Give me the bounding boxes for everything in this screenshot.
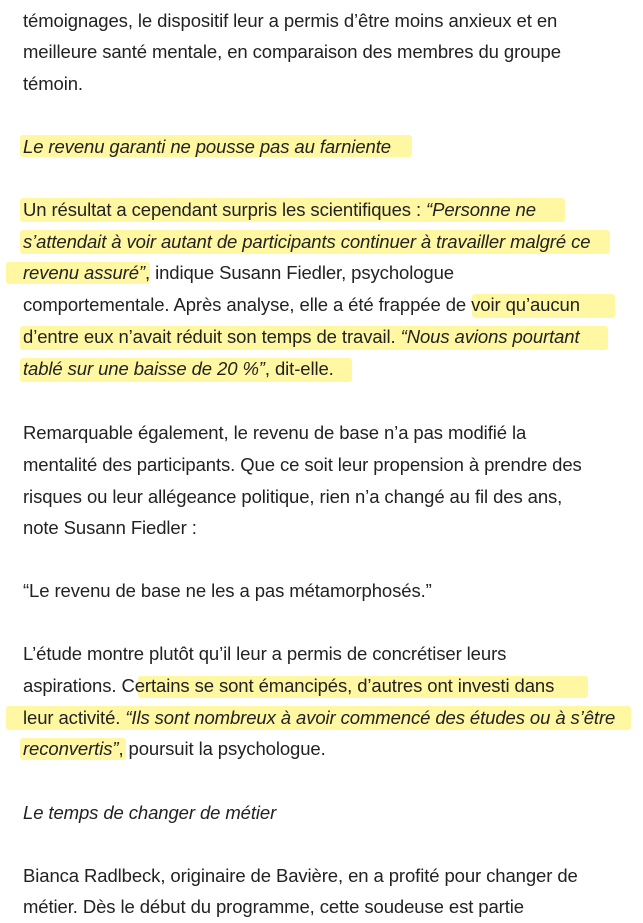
p4-line-4-quote: reconvertis” (23, 738, 119, 759)
p4-line-4 (23, 733, 326, 765)
p2-line-6-text: , dit-elle. (264, 358, 334, 379)
p2-line-4-highlighted: u’aucun (515, 294, 580, 315)
p2-line-6-quote: tablé sur une baisse de 20 %” (23, 358, 265, 379)
p2-line-4 (23, 289, 580, 321)
p5-line-2: métier. Dès le début du programme, cette soudeuse est partie (23, 896, 524, 917)
p1-line-2: meilleure santé mentale, en comparaison des membres du groupe (23, 41, 561, 62)
p5-line-1: Bianca Radlbeck, originaire de Bavière, en a profité pour changer de (23, 865, 578, 886)
p4-line-3 (23, 702, 615, 734)
p3-line-1: Remarquable également, le revenu de base n’a pas modifié la (23, 422, 527, 443)
p2-line-3-text: , indique Susann Fiedler, psychologue (145, 262, 454, 283)
p4-line-3-quote: “Ils sont nombreux à avoir commencé des études ou à s’être (125, 707, 616, 728)
p4-line-4-text: , poursuit la psychologue. (118, 738, 326, 759)
p2-line-1-text: Un résultat a cependant surpris les scientifiques : (23, 199, 427, 220)
p4-line-2-highlighted: ertains se sont émancipés, d’autres ont investi dans (134, 675, 555, 696)
p3-line-3: risques ou leur allégeance politique, rien n’a changé au fil des ans, (23, 486, 563, 507)
p4-line-2 (23, 670, 554, 702)
p2-line-4-text: comportementale. Après analyse, elle a été frappée de voir q (23, 294, 516, 315)
p2-line-1 (23, 194, 536, 226)
p4-line-1: L’étude montre plutôt qu’il leur a permis de concrétiser leurs (23, 643, 507, 664)
p4-line-2-text: aspirations. C (23, 675, 135, 696)
p2-line-3 (23, 257, 454, 289)
p1-line-1: témoignages, le dispositif leur a permis d’être moins anxieux et en (23, 10, 558, 31)
p3-line-4: note Susann Fiedler : (23, 517, 197, 538)
subheading-revenu-garanti: Le revenu garanti ne pousse pas au farniente (23, 136, 391, 157)
p2-line-5-text: d’entre eux n’avait réduit son temps de travail. (23, 326, 401, 347)
p2-line-3-quote: revenu assuré” (23, 262, 145, 283)
p3-line-2: mentalité des participants. Que ce soit leur propension à prendre des (23, 454, 582, 475)
subheading-temps-de-changer: Le temps de changer de métier (23, 802, 277, 823)
p2-line-2: s’attendait à voir autant de participants continuer à travailler malgré ce (23, 231, 591, 252)
pull-quote: “Le revenu de base ne les a pas métamorphosés.” (23, 580, 432, 601)
p2-line-5 (23, 321, 580, 353)
p4-line-3-text: leur activité. (23, 707, 126, 728)
p2-line-5-quote: “Nous avions pourtant (400, 326, 580, 347)
p2-line-6 (23, 353, 334, 385)
p2-line-1-quote: “Personne ne (426, 199, 536, 220)
p1-line-3: témoin. (23, 73, 83, 94)
